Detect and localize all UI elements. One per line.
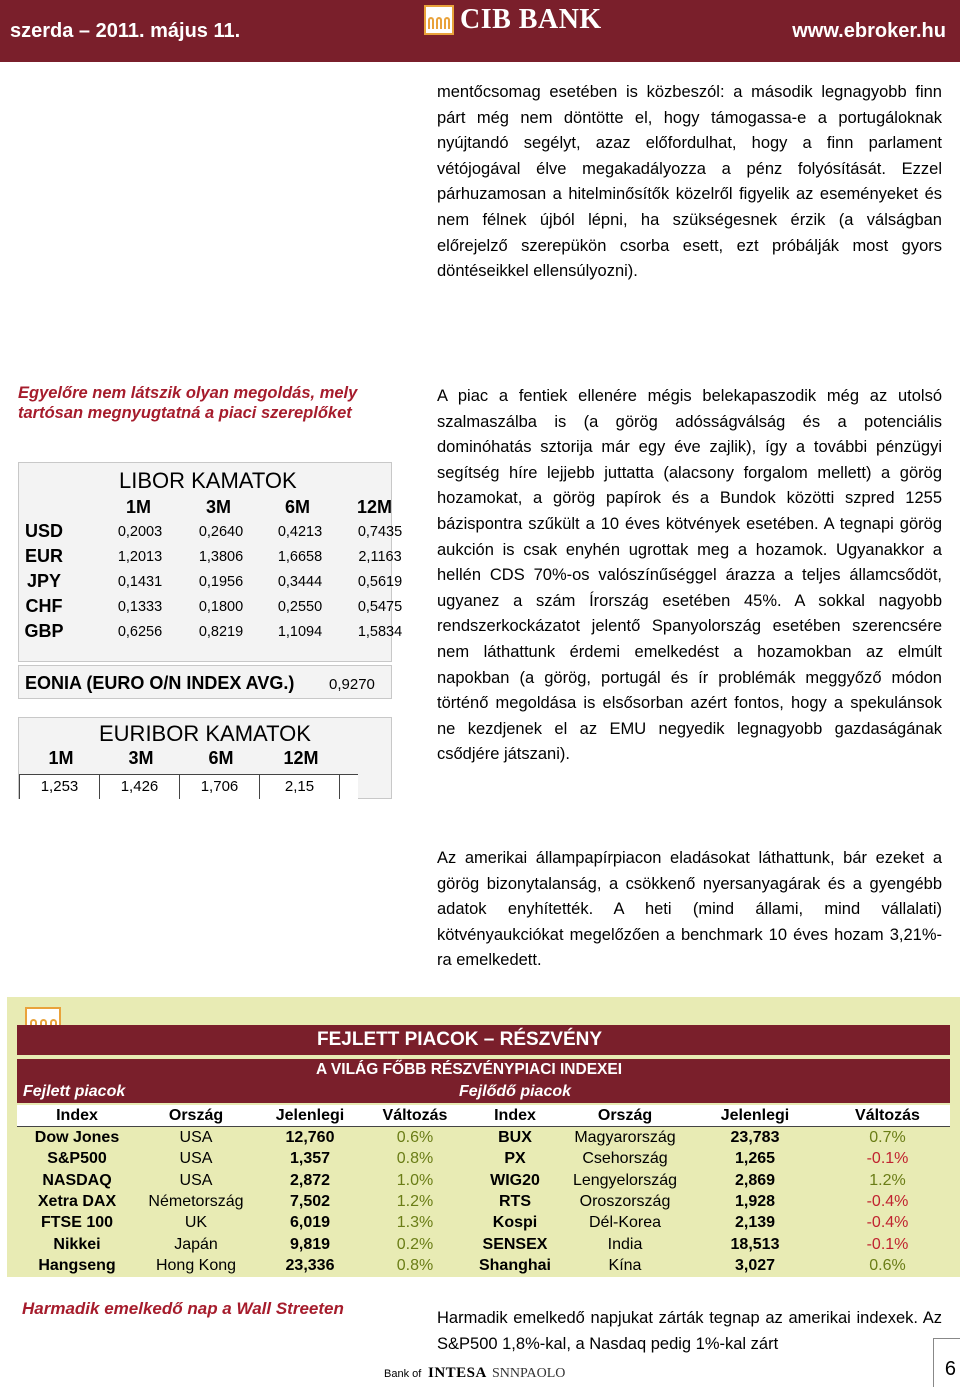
libor-value: 0,3444: [277, 574, 323, 590]
country-name: Oroszország: [579, 1192, 671, 1210]
index-name: NASDAQ: [42, 1171, 112, 1189]
currency-label: GBP: [24, 621, 64, 641]
cib-logo: [424, 4, 602, 36]
current-value: 12,760: [285, 1129, 335, 1146]
change-value: 1.2%: [869, 1171, 906, 1189]
current-value: 23,783: [730, 1129, 780, 1146]
change-value: -0.1%: [866, 1150, 909, 1168]
col-index: Index: [494, 1107, 536, 1124]
index-name: PX: [504, 1150, 526, 1168]
table-row: [17, 1256, 950, 1277]
table-row: [17, 1171, 950, 1192]
col-current: Jelenlegi: [275, 1107, 345, 1124]
index-name: Dow Jones: [34, 1129, 120, 1146]
current-value: 2,872: [289, 1171, 331, 1189]
euribor-value: 1,426: [100, 775, 180, 799]
current-value: 1,265: [734, 1150, 776, 1168]
libor-row: [19, 571, 403, 596]
libor-value: 0,2640: [198, 524, 244, 540]
country-name: India: [607, 1235, 643, 1253]
libor-value: 1,3806: [198, 549, 244, 565]
euribor-table: [18, 717, 392, 799]
libor-col-header: 3M: [206, 497, 232, 517]
libor-value: 0,5475: [357, 599, 403, 615]
libor-value: 1,1094: [277, 624, 323, 640]
current-value: 1,928: [734, 1192, 776, 1210]
eonia-value: 0,9270: [329, 676, 375, 693]
index-name: Kospi: [492, 1214, 538, 1232]
group-emerging: Fejlődő piacok: [459, 1083, 572, 1100]
euribor-col-header: 12M: [283, 748, 319, 768]
change-value: 0.8%: [396, 1256, 434, 1274]
libor-value: 1,5834: [357, 624, 403, 640]
libor-table: [18, 462, 403, 662]
change-value: 1.3%: [396, 1214, 434, 1232]
country-name: Magyarország: [574, 1129, 676, 1146]
libor-col-header: 12M: [357, 497, 393, 517]
currency-label: EUR: [24, 546, 63, 566]
libor-value: 0,8219: [198, 624, 244, 640]
paragraph-1: mentőcsomag esetében is közbeszól: a második legnagyobb finn párt még nem döntötte el, hogy támogassa-e a portugáloknak nyújtandó segélyt, azaz előfordulhat, hogy a finn parlament vétójogával élve megakadályozza a pénz folyósítását. Ezzel párhuzamosan a hitelminősítők közelről figyelik az eseményeket és nem félnek újból lépni, ha szükségesnek érzik (a válságban előrejelző szerepükön csorba esett, ezt próbálják most gyors döntéseikkel ellensúlyozni).: [437, 83, 942, 281]
index-name: Hangseng: [38, 1256, 116, 1274]
index-name: BUX: [498, 1129, 532, 1146]
col-change: Változás: [855, 1107, 920, 1124]
currency-label: USD: [24, 521, 63, 541]
current-value: 9,819: [289, 1235, 331, 1253]
country-name: Japán: [174, 1235, 218, 1253]
libor-value: 0,1333: [117, 599, 163, 615]
index-name: RTS: [499, 1192, 531, 1210]
bank-name: CIB BANK: [460, 4, 602, 35]
country-name: USA: [179, 1150, 213, 1168]
libor-value: 0,2550: [277, 599, 323, 615]
change-value: 0.6%: [869, 1256, 906, 1274]
country-name: USA: [179, 1129, 213, 1146]
eonia-label: EONIA (EURO O/N INDEX AVG.): [25, 673, 295, 693]
libor-col-header: 1M: [126, 497, 152, 517]
change-value: 0.6%: [396, 1129, 434, 1146]
index-name: SENSEX: [482, 1235, 548, 1253]
footer-intesa: INTESA: [428, 1365, 487, 1381]
table-row: [17, 1213, 950, 1234]
libor-value: 1,6658: [277, 549, 323, 565]
index-name: WIG20: [490, 1171, 540, 1189]
eonia-box: [18, 665, 392, 699]
col-change: Változás: [382, 1107, 448, 1124]
index-name: Shanghai: [478, 1256, 551, 1274]
col-country: Ország: [597, 1107, 653, 1124]
currency-label: JPY: [26, 571, 62, 591]
footer-sanpaolo: SNNPAOLO: [492, 1366, 566, 1381]
current-value: 3,027: [734, 1256, 776, 1274]
currency-label: CHF: [25, 596, 63, 616]
index-name: Xetra DAX: [37, 1192, 117, 1210]
libor-value: 2,1163: [358, 549, 402, 565]
country-name: UK: [184, 1214, 208, 1232]
libor-row: [19, 521, 403, 546]
table-row: [17, 1149, 950, 1170]
euribor-value: 2,15: [260, 775, 340, 799]
page-footer: [0, 1364, 960, 1387]
change-value: 0.8%: [396, 1150, 434, 1168]
change-value: -0.1%: [866, 1235, 909, 1253]
euribor-col-header: 1M: [48, 748, 74, 768]
market-title-bar: [17, 1025, 950, 1055]
libor-col-header: 6M: [285, 497, 311, 517]
current-value: 2,139: [734, 1214, 776, 1232]
country-name: Németország: [148, 1192, 244, 1210]
current-value: 23,336: [285, 1256, 335, 1274]
libor-title: LIBOR KAMATOK: [119, 468, 297, 493]
paragraph-3: Az amerikai állampapírpiacon eladásokat láthattunk, bár ezeket a görög bizonytalanság, a csökkenő nyersanyagárak és a gyengébb adatok enyhítették. A heti (mind állami, mind vállalati) kötvényaukciókat megelőzően a benchmark 10 éves hozam 3,21%-ra emelkedett.: [437, 849, 942, 970]
change-value: 0.2%: [396, 1235, 434, 1253]
euribor-col-header: 6M: [208, 748, 234, 768]
change-value: 0.7%: [869, 1129, 906, 1146]
country-name: USA: [179, 1171, 213, 1189]
market-column-headers: [17, 1105, 950, 1127]
col-current: Jelenlegi: [720, 1107, 790, 1124]
market-table: [7, 997, 960, 1277]
arches-icon: [424, 5, 454, 35]
market-subtitle-bar: [17, 1059, 950, 1081]
pull-quote: Egyelőre nem látszik olyan megoldás, mely tartósan megnyugtatná a piaci szereplőket: [18, 384, 358, 422]
header-date: szerda – 2011. május 11.: [10, 20, 241, 42]
libor-value: 0,5619: [357, 574, 403, 590]
current-value: 18,513: [730, 1235, 780, 1253]
change-value: -0.4%: [866, 1192, 909, 1210]
market-group-bar: [17, 1081, 950, 1103]
current-value: 1,357: [289, 1150, 331, 1168]
current-value: 7,502: [289, 1192, 331, 1210]
libor-row: [19, 546, 402, 571]
libor-value: 0,1956: [198, 574, 244, 590]
current-value: 2,869: [734, 1171, 776, 1189]
libor-value: 0,2003: [117, 524, 163, 540]
country-name: Csehország: [582, 1150, 668, 1168]
euribor-title: EURIBOR KAMATOK: [99, 721, 311, 746]
country-name: Hong Kong: [155, 1256, 237, 1274]
market-subtitle: A VILÁG FŐBB RÉSZVÉNYPIACI INDEXEI: [316, 1061, 623, 1078]
index-name: FTSE 100: [40, 1214, 114, 1232]
libor-value: 1,2013: [117, 549, 163, 565]
index-name: Nikkei: [53, 1235, 101, 1253]
libor-row: [19, 621, 403, 646]
pull-quote-2: Harmadik emelkedő nap a Wall Streeten: [22, 1299, 344, 1318]
table-row: [17, 1192, 950, 1213]
euribor-value: 1,706: [180, 775, 260, 799]
table-row: [17, 1128, 950, 1149]
libor-value: 0,1431: [117, 574, 163, 590]
page-number: 6: [944, 1358, 956, 1380]
group-developed: Fejlett piacok: [23, 1083, 126, 1100]
country-name: Dél-Korea: [588, 1214, 662, 1232]
col-index: Index: [56, 1107, 98, 1124]
euribor-value: 1,253: [20, 775, 100, 799]
libor-value: 0,6256: [117, 624, 163, 640]
change-value: -0.4%: [866, 1214, 909, 1232]
country-name: Kína: [608, 1256, 642, 1274]
libor-value: 0,1800: [198, 599, 244, 615]
col-country: Ország: [168, 1107, 224, 1124]
table-row: [17, 1235, 950, 1256]
libor-value: 0,7435: [357, 524, 403, 540]
index-name: S&P500: [47, 1150, 107, 1168]
paragraph-4: Harmadik emelkedő napjukat zárták tegnap az amerikai indexek. Az S&P500 1,8%-kal, a Nasdaq pedig 1%-kal zárt: [437, 1309, 942, 1353]
change-value: 1.0%: [396, 1171, 434, 1189]
market-title: FEJLETT PIACOK – RÉSZVÉNY: [317, 1029, 603, 1050]
footer-bank-of: Bank of: [384, 1368, 422, 1380]
libor-row: [19, 596, 403, 621]
country-name: Lengyelország: [572, 1171, 678, 1189]
euribor-col-header: 3M: [128, 748, 154, 768]
change-value: 1.2%: [396, 1192, 434, 1210]
page-header: [0, 0, 960, 62]
paragraph-2: A piac a fentiek ellenére mégis belekapaszodik még az utolsó szalmaszálba is (a görög adósságválság és a potenciális dominóhatás sztorija már egy éve zajlik), így a további pénzügyi segítség híre lejjebb juttatta (alacsony forgalom mellett) a görög hozamokat, a görög papírok és a Bundok közötti szpred 1255 bázispontra szűkült a 10 éves kötvények esetében. A tegnapi görög aukción is csak enyhén ugrottak meg a hozamok. Ugyanakkor a hellén CDS 70%-os valószínűséggel árazza a teljes államcsődöt, ugyanez a szám Írország esetében 45%. A sokkal nagyobb rendszerkockázatot jelentő Spanyolország esetében szerencsére nem láthattunk érdemi emelkedést a hozamokban az elmúlt napokban (a görög, portugál és ír problémák meggyőző módon történő megoldása is elsősorban azért fontos, hogy a spekulánsok ne kezdjenek el az EMU negyedik legnagyobb gazdaságának csődjére játszani).: [437, 387, 942, 764]
libor-value: 0,4213: [277, 524, 323, 540]
current-value: 6,019: [289, 1214, 331, 1232]
header-url[interactable]: www.ebroker.hu: [792, 20, 946, 42]
euribor-values-row: [19, 774, 358, 799]
